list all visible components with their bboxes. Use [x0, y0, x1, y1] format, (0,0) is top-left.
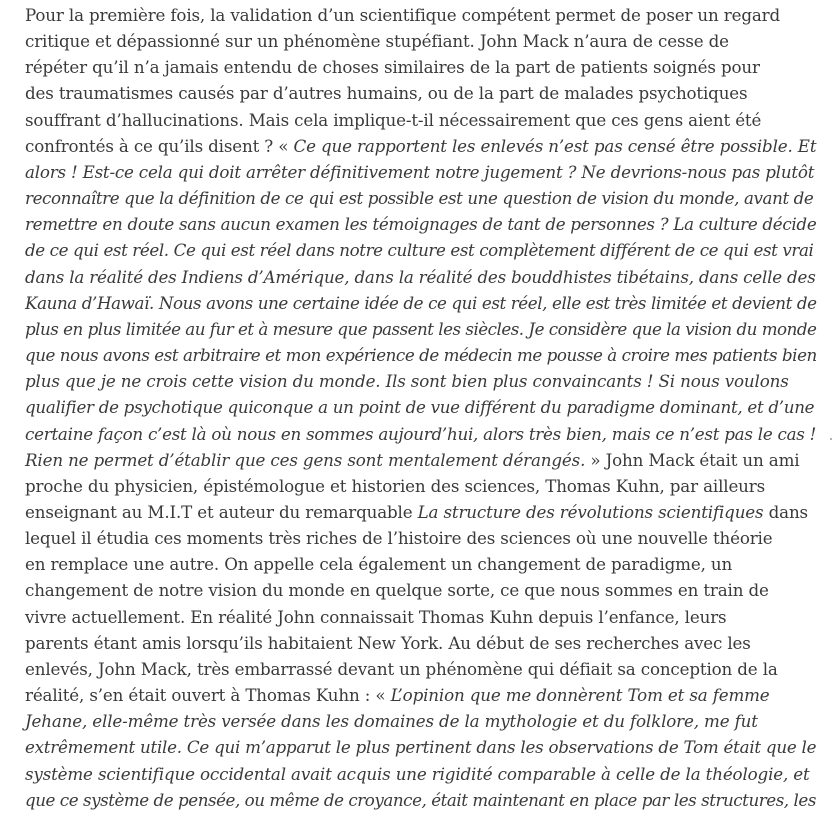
- quoted-text: de ce qui est réel. Ce qui est réel dans notre culture est complètement différent de ce qui est vrai: [25, 240, 814, 261]
- text-line: [25, 682, 815, 708]
- text-line: [25, 80, 815, 106]
- quoted-text: plus que je ne crois cette vision du monde. Ils sont bien plus convaincants ! Si nous voulons: [25, 371, 789, 392]
- body-text: répéter qu’il n’a jamais entendu de choses similaires de la part de patients soignés pour: [25, 57, 760, 78]
- text-line: [25, 630, 815, 656]
- text-line: [25, 447, 815, 473]
- body-text: enlevés, John Mack, très embarrassé devant un phénomène qui défiait sa conception de la: [25, 658, 778, 679]
- body-text: Pour la première fois, la validation d’un scientifique compétent permet de poser un regard: [25, 5, 781, 25]
- quoted-text: système scientifique occidental avait acquis une rigidité comparable à celle de la théologie, et: [25, 763, 810, 784]
- text-line: [25, 499, 815, 525]
- body-text: vivre actuellement. En réalité John connaissait Thomas Kuhn depuis l’enfance, leurs: [25, 606, 727, 627]
- text-line: [25, 54, 815, 80]
- body-text: » John Mack était un ami: [585, 449, 800, 470]
- body-text: souffrant d’hallucinations. Mais cela implique-t-il nécessairement que ces gens aient été: [25, 109, 762, 130]
- quoted-text: plus en plus limitée au fur et à mesure que passent les siècles. Je considère que la vision du monde: [25, 318, 817, 339]
- text-line: [25, 604, 815, 630]
- quoted-text: Jehane, elle-même très versée dans les domaines de la mythologie et du folklore, me fut: [25, 711, 758, 732]
- text-line: [25, 525, 815, 551]
- text-line: [25, 237, 815, 263]
- quoted-text: dans la réalité des Indiens d’Amérique, dans la réalité des bouddhistes tibétains, dans celle des: [25, 266, 816, 287]
- text-line: [25, 656, 815, 682]
- text-line: [25, 734, 815, 760]
- text-line: [25, 264, 815, 290]
- quoted-text: Ce que rapportent les enlevés n’est pas censé être possible. Et: [293, 135, 817, 156]
- text-line: [25, 133, 815, 159]
- text-line: [25, 708, 815, 734]
- text-line: [25, 761, 815, 787]
- quoted-text: que nous avons est arbitraire et mon expérience de médecin me pousse à croire mes patients bien: [25, 345, 817, 366]
- body-text: confrontés à ce qu’ils disent ? «: [25, 135, 294, 156]
- body-text: réalité, s’en était ouvert à Thomas Kuhn : «: [25, 685, 391, 706]
- text-line: [25, 2, 815, 28]
- quoted-text: certaine façon c’est là où nous en sommes aujourd’hui, alors très bien, mais ce n’est pas le cas !: [25, 423, 817, 444]
- text-line: [25, 211, 815, 237]
- text-line: [25, 421, 815, 447]
- body-text: dans: [763, 501, 808, 522]
- quoted-text: alors ! Est-ce cela qui doit arrêter définitivement notre jugement ? Ne devrions-nous pas plutôt: [25, 161, 815, 182]
- quoted-text: La structure des révolutions scientifiques: [417, 501, 764, 522]
- article-body: [25, 2, 815, 813]
- body-text: critique et dépassionné sur un phénomène stupéfiant. John Mack n’aura de cesse de: [25, 31, 729, 52]
- text-line: [25, 551, 815, 577]
- body-text: parents étant amis lorsqu’ils habitaient New York. Au début de ses recherches avec les: [25, 632, 751, 653]
- quoted-text: Kauna d’Hawaï. Nous avons une certaine idée de ce qui est réel, elle est très limitée et devient de: [25, 292, 817, 313]
- body-text: proche du physicien, épistémologue et historien des sciences, Thomas Kuhn, par ailleurs: [25, 475, 766, 496]
- text-line: [25, 28, 815, 54]
- text-line: [25, 316, 815, 342]
- text-line: [25, 368, 815, 394]
- quoted-text: remettre en doute sans aucun examen les témoignages de tant de personnes ? La culture décide: [25, 214, 817, 235]
- quoted-text: que ce système de pensée, ou même de croyance, était maintenant en place par les structures, les: [25, 789, 816, 810]
- text-line: [25, 473, 815, 499]
- body-text: changement de notre vision du monde en quelque sorte, ce que nous sommes en train de: [25, 580, 769, 601]
- text-line: [25, 290, 815, 316]
- text-line: [25, 107, 815, 133]
- text-line: [25, 159, 815, 185]
- quoted-text: extrêmement utile. Ce qui m’apparut le plus pertinent dans les observations de Tom était que le: [25, 737, 817, 758]
- stray-dot: [830, 438, 832, 440]
- quoted-text: reconnaître que la définition de ce qui est possible est une question de vision du monde, avant de: [25, 188, 814, 209]
- quoted-text: Rien ne permet d’établir que ces gens sont mentalement dérangés.: [25, 449, 586, 470]
- body-text: lequel il étudia ces moments très riches de l’histoire des sciences où une nouvelle théorie: [25, 528, 773, 549]
- text-line: [25, 342, 815, 368]
- text-line: [25, 577, 815, 603]
- body-text: des traumatismes causés par d’autres humains, ou de la part de malades psychotiques: [25, 83, 748, 104]
- text-line: [25, 394, 815, 420]
- quoted-text: L’opinion que me donnèrent Tom et sa femme: [390, 685, 770, 706]
- quoted-text: qualifier de psychotique quiconque a un point de vue différent du paradigme dominant, et d’une: [25, 397, 815, 418]
- body-text: enseignant au M.I.T et auteur du remarquable: [25, 501, 418, 522]
- text-line: [25, 185, 815, 211]
- body-text: en remplace une autre. On appelle cela également un changement de paradigme, un: [25, 554, 733, 575]
